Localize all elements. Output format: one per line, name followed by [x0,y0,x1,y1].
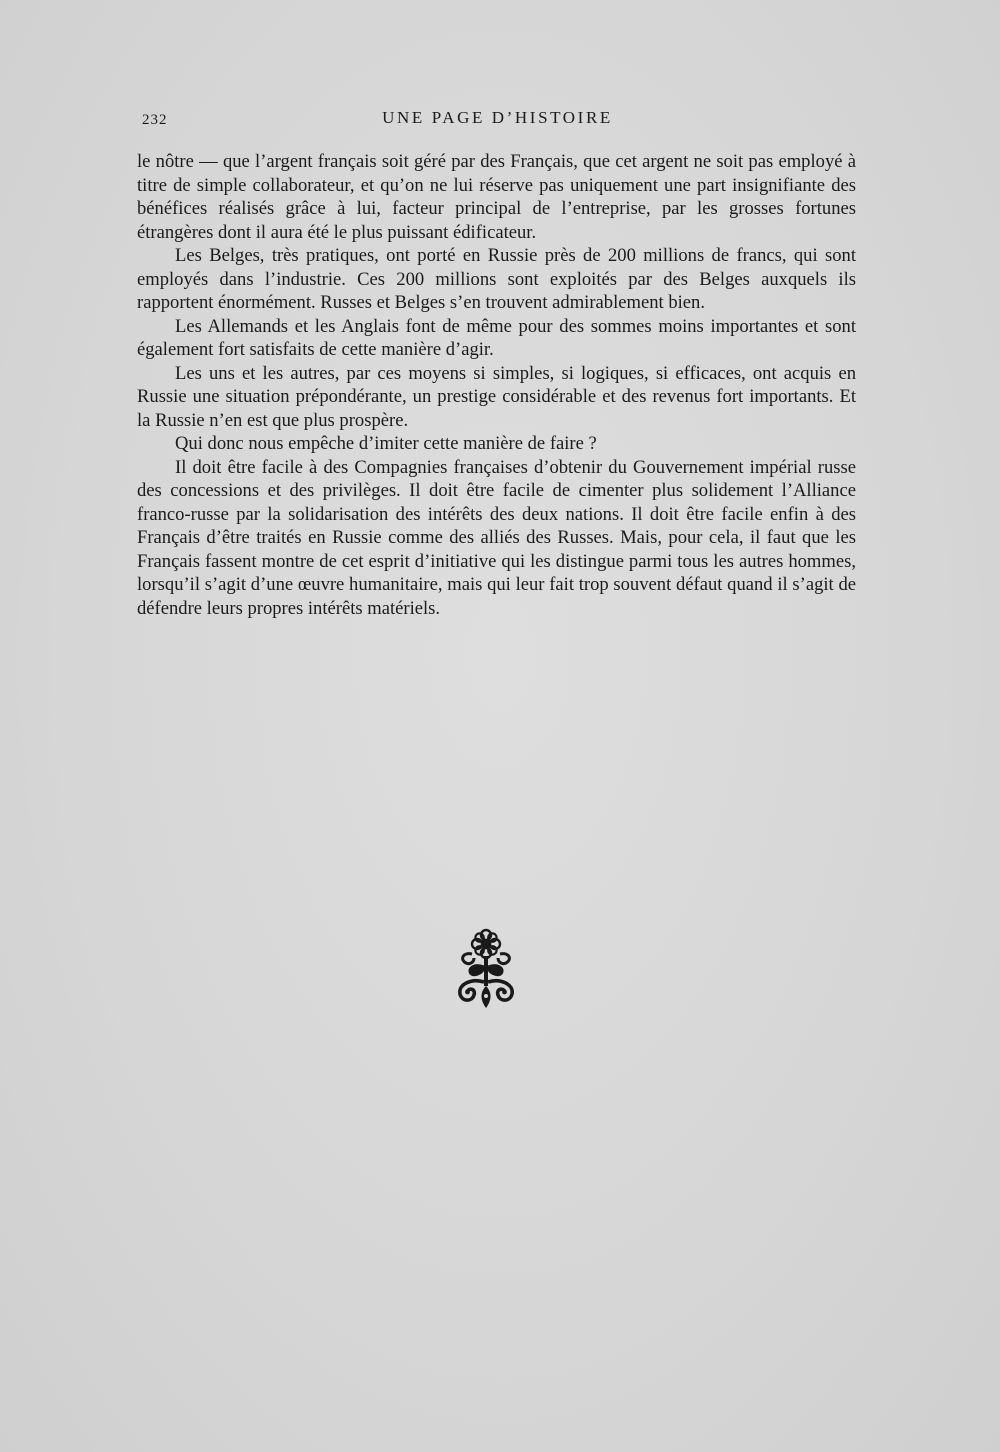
running-title: UNE PAGE D’HISTOIRE [382,108,613,127]
floral-tailpiece-icon [452,928,520,1010]
paragraph-3: Les Allemands et les Anglais font de même pour des sommes moins importantes et sont également fort satisfaits de cette manière d’agir. [137,315,856,360]
body-text [137,150,856,620]
paragraph-4: Les uns et les autres, par ces moyens si simples, si logiques, si efficaces, ont acquis en Russie une situation prépondérante, un prestige considérable et des revenus fort importants. Et la Russie n’en est que plus prospère. [137,362,856,431]
paragraph-6: Il doit être facile à des Compagnies françaises d’obtenir du Gouvernement impérial russe des concessions et des privilèges. Il doit être facile de cimenter plus solidement l’Alliance franco-russe par la solidarisation des intérêts des deux nations. Il doit être facile enfin à des Français d’être traités en Russie comme des alliés des Russes. Mais, pour cela, il faut que les Français fassent montre de cet esprit d’initiative qui les distingue parmi tous les autres hommes, lorsqu’il s’agit d’une œuvre humanitaire, mais qui leur fait trop souvent défaut quand il s’agit de défendre leurs propres intérêts matériels. [137,456,856,619]
ornament-drawing [452,928,520,1010]
paragraph-2: Les Belges, très pratiques, ont porté en Russie près de 200 millions de francs, qui sont employés dans l’industrie. Ces 200 millions sont exploités par des Belges auxquels ils rapportent énormément. Russes et Belges s’en trouvent admirablement bien. [137,245,856,313]
paragraph-5: Qui donc nous empêche d’imiter cette manière de faire ? [175,433,597,454]
paragraph-1: le nôtre — que l’argent français soit géré par des Français, que cet argent ne soit pas employé à titre de simple collaborateur, et qu’on ne lui réserve pas uniquement une part insignifiante des bénéfices réalisés grâce à lui, facteur principal de l’entreprise, par les grosses fortunes étrangères dont il aura été le plus puissant édificateur. [137,151,856,243]
page-header [140,108,855,134]
page-number: 232 [142,112,168,128]
